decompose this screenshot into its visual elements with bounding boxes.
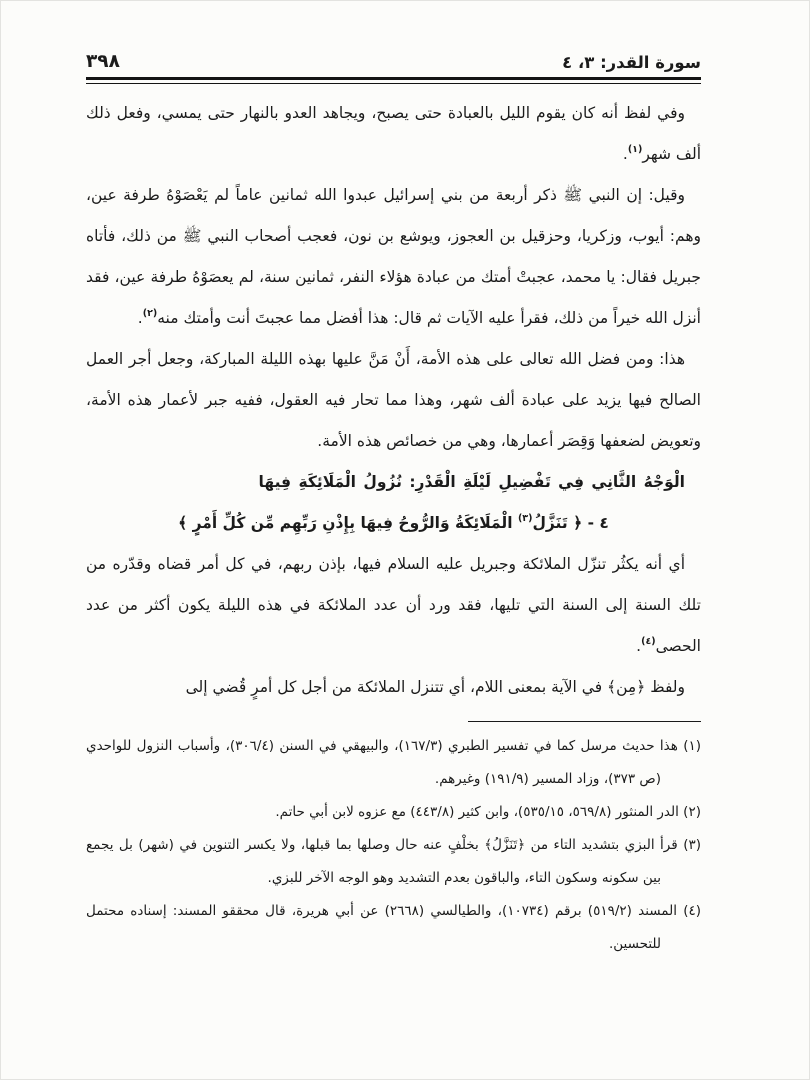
surah-title: سورة القدر: ٣، ٤ [562, 53, 701, 72]
footnote-ref-2: (٢) [142, 308, 158, 319]
paragraph-2 [86, 175, 701, 339]
footnote-ref-3: (٣) [517, 513, 533, 524]
footnote-marker-2: (٢) [683, 804, 701, 820]
paragraph-4-tail: . [636, 637, 642, 655]
paragraph-1 [86, 93, 701, 175]
page-number: ٣٩٨ [86, 51, 120, 72]
footnote-text-1: هذا حديث مرسل كما في تفسير الطبري (١٦٧/٣)، والبيهقي في السنن (٣٠٦/٤)، وأسباب النزول للواحدي (ص ٣٧٣)، وزاد المسير (١٩١/٩) وغيرهم. [86, 738, 678, 787]
quran-verse [86, 503, 701, 544]
footnote-item-3 [86, 829, 701, 895]
footnote-text-4: المسند (٥١٩/٢) برقم (١٠٧٣٤)، والطيالسي (٢٦٦٨) عن أبي هريرة، قال محققو المسند: إسناده محتمل للتحسين. [86, 903, 677, 952]
paragraph-1-tail: . [622, 145, 628, 163]
header-rule [86, 77, 701, 84]
footnote-ref-1: (١) [627, 144, 643, 155]
footnote-item-2 [86, 796, 701, 829]
paragraph-2-tail: . [137, 309, 143, 327]
verse-rest: الْمَلَائِكَةُ وَالرُّوحُ فِيهَا بِإِذْنِ رَبِّهِم مِّن كُلِّ أَمْرٍ ﴾ [178, 514, 518, 532]
paragraph-1-text: وفي لفظ أنه كان يقوم الليل بالعبادة حتى يصبح، ويجاهد العدو بالنهار حتى يمسي، وفعل ذلك ألف شهر [86, 104, 701, 163]
section-heading: الْوَجْهُ الثَّانِي فِي تَفْضِيلِ لَيْلَةِ الْقَدْرِ: نُزُولُ الْمَلَائِكَةِ فِيهَا [258, 473, 685, 491]
paragraph-3-text: هذا: ومن فضل الله تعالى على هذه الأمة، أَنْ مَنَّ عليها بهذه الليلة المباركة، وجعل أجر العمل الصالح فيها يزيد على عبادة ألف شهر، وهذا مما تحار فيه العقول، ففيه جبر لأعمار هذه الأمة، وتعويض لضعفها وَقِصَر أعمارها، وهي من خصائص هذه الأمة. [86, 350, 701, 450]
paragraph-4 [86, 544, 701, 667]
footnote-marker-1: (١) [683, 738, 702, 754]
footnote-text-2: الدر المنثور (⁦٥٦٩/٨، ٥٣٥/١٥⁩)، وابن كثير (٤٤٣/٨) مع عزوه لابن أبي حاتم. [275, 804, 679, 820]
footnote-marker-4: (٤) [683, 903, 702, 919]
paragraph-5-text: ولفظ ﴿مِن﴾ في الآية بمعنى اللام، أي تتنزل الملائكة من أجل كل أمرٍ قُضي إلى [185, 678, 685, 696]
footnote-item-1 [86, 730, 701, 796]
paragraph-2-text: وقيل: إن النبي ﷺ ذكر أربعة من بني إسرائيل عبدوا الله ثمانين عاماً لم يَعْصَوْهُ طرفة عين، وهم: أيوب، وزكريا، وحزقيل بن العجوز، ويوشع بن نون، فعجب أصحاب النبي ﷺ من ذلك، فأتاه جبريل فقال: يا محمد، عجبتْ أمتك من عبادة هؤلاء النفر، ثمانين سنة، لم يعصَوْهُ طرفة عين، فقد أنزل الله خيراً من ذلك، فقرأ عليه الآيات ثم قال: هذا أفضل مما عجبتَ أنت وأمتك منه [86, 186, 701, 327]
page-body [86, 93, 701, 708]
footnote-text-3: قرأ البزي بتشديد التاء من ﴿تَنَزَّلُ﴾ بخلْفٍ عنه حال وصلها بما قبلها، ولا يكسر التنوين في (شهر) بل يجمع بين سكونه وسكون التاء، والباقون بعدم التشديد وهو الوجه الآخر للبزي. [86, 837, 678, 886]
footnote-marker-3: (٣) [683, 837, 702, 853]
page-header [86, 51, 701, 72]
paragraph-3 [86, 339, 701, 462]
footnote-ref-4: (٤) [641, 636, 656, 647]
footnote-separator [468, 721, 701, 722]
verse-lead: ٤ - ﴿ تَنَزَّلُ [532, 514, 609, 532]
footnote-item-4 [86, 895, 701, 961]
footnotes-section [86, 730, 701, 961]
paragraph-4-text: أي أنه يكثُر تنزّل الملائكة وجبريل عليه السلام فيها، بإذن ربهم، في كل أمر قضاه وقدّره من تلك السنة إلى السنة التي تليها، فقد ورد أن عدد الملائكة في هذه الليلة يكون أكثر من عدد الحصى [86, 555, 701, 655]
paragraph-5 [86, 667, 701, 708]
